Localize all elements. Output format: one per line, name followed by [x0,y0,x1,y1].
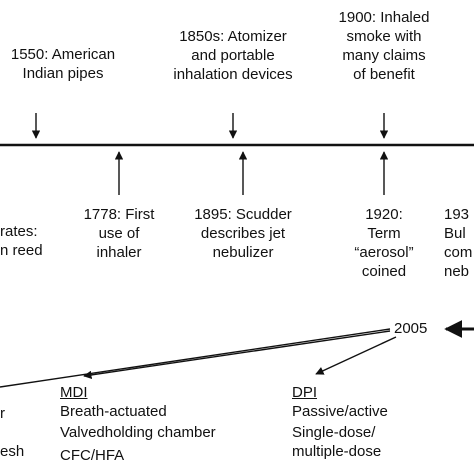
event-1850s: 1850s: Atomizer and portable inhalation devices [173,28,293,83]
event-1778: 1778: First use of inhaler [83,206,155,261]
branch-mdi [84,331,390,376]
category-dpi-label: DPI [292,384,318,401]
branch-dpi [316,337,396,374]
event-hippocrates-partial: rates: n reed [0,223,43,259]
event-1900: 1900: Inhaled smoke with many claims of benefit [338,9,430,83]
event-1550: 1550: American Indian pipes [10,46,116,82]
branch-left [0,329,390,387]
category-dpi: DPI Passive/active Single-dose/ multiple-dose [292,383,422,461]
category-mdi: MDI Breath-actuated Valvedholding chamber CFC/HFA [60,383,290,465]
category-left-partial: r esh [0,405,25,460]
year-2005: 2005 [394,320,428,337]
event-1920: 1920: Term “aerosol” coined [354,206,414,280]
event-1895: 1895: Scudder describes jet nebulizer [194,206,292,261]
category-mdi-label: MDI [60,384,88,401]
event-1930s-partial: 193 Bul com neb [444,206,473,280]
